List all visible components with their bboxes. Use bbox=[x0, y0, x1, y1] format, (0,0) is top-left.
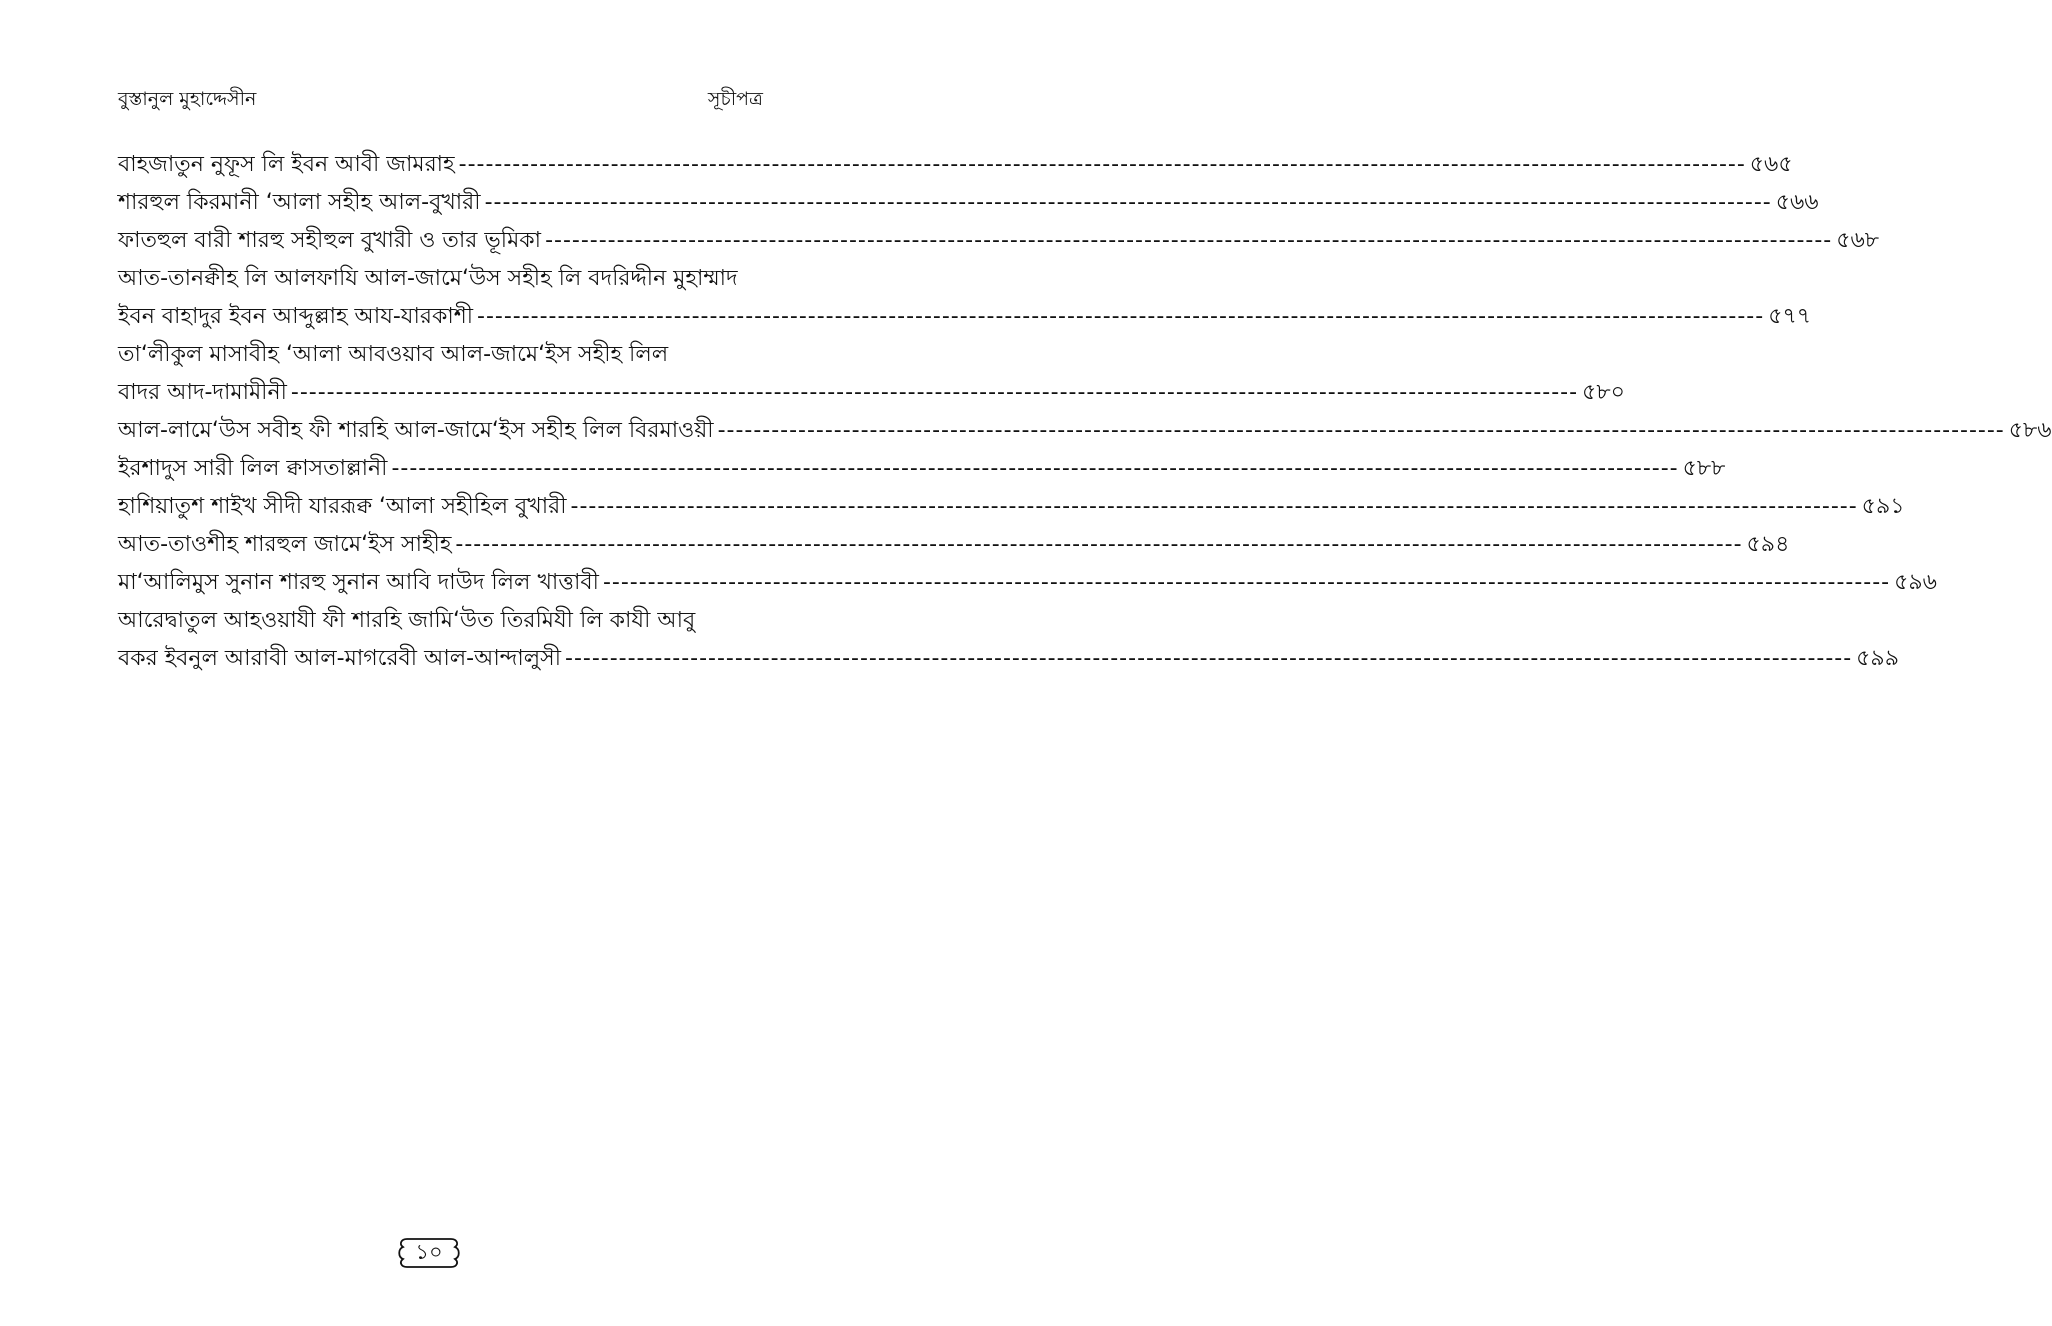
toc-entry-page: ৫৬৫ bbox=[1749, 152, 1793, 177]
toc-entry bbox=[118, 412, 2052, 450]
toc-entry-title: আত-তাওশীহ শারহুল জামে‘ইস সাহীহ bbox=[118, 532, 452, 557]
toc-entry bbox=[118, 374, 1625, 412]
toc-entry-first-line bbox=[118, 260, 766, 298]
book-title: বুস্তানুল মুহাদ্দেসীন bbox=[118, 88, 257, 110]
toc-entry-title: বাদর আদ-দামামীনী bbox=[118, 380, 287, 405]
toc-entry-page: ৫৯৪ bbox=[1746, 532, 1790, 557]
dot-leader bbox=[291, 374, 1578, 412]
toc-entry-first-line bbox=[118, 336, 766, 374]
toc-entry-page: ৫৯৯ bbox=[1856, 646, 1899, 671]
toc-entry-page: ৫৮০ bbox=[1582, 380, 1625, 405]
toc-entry-title: ইবন বাহাদুর ইবন আব্দুল্লাহ আয-যারকাশী bbox=[118, 304, 474, 329]
toc-entry bbox=[118, 184, 1819, 222]
toc-entry-title: আত-তানক্বীহ লি আলফাযি আল-জামে‘উস সহীহ লি বদরিদ্দীন মুহাম্মাদ bbox=[118, 266, 738, 291]
dot-leader bbox=[455, 526, 1742, 564]
dot-leader bbox=[571, 488, 1858, 526]
running-header bbox=[118, 86, 763, 116]
toc-entry bbox=[118, 450, 1726, 488]
toc-entry-page: ৫৭৭ bbox=[1768, 304, 1812, 329]
toc-entry bbox=[118, 640, 1899, 678]
toc-entry-title: মা‘আলিমুস সুনান শারহু সুনান আবি দাউদ লিল খাত্তাবী bbox=[118, 570, 599, 595]
dot-leader bbox=[565, 640, 1852, 678]
page-number-ornament bbox=[393, 1236, 465, 1270]
dot-leader bbox=[485, 184, 1772, 222]
toc-entry-page: ৫৬৮ bbox=[1836, 228, 1880, 253]
dot-leader bbox=[545, 222, 1832, 260]
toc-entry bbox=[118, 526, 1790, 564]
page-number: ১০ bbox=[415, 1239, 443, 1264]
toc-entry-title: ইরশাদুস সারী লিল ক্বাসতাল্লানী bbox=[118, 456, 388, 481]
toc-entry-page: ৫৮৮ bbox=[1682, 456, 1726, 481]
dot-leader bbox=[603, 564, 1890, 602]
toc-entry-page: ৫৬৬ bbox=[1775, 190, 1819, 215]
toc-entry-title: বকর ইবনুল আরাবী আল-মাগরেবী আল-আন্দালুসী bbox=[118, 646, 561, 671]
toc-entry-page: ৫৮৬ bbox=[2008, 418, 2052, 443]
section-title: সূচীপত্র bbox=[707, 88, 763, 110]
dot-leader bbox=[459, 146, 1746, 184]
toc-entry-title: হাশিয়াতুশ শাইখ সীদী যাররূক্ব ‘আলা সহীহিল বুখারী bbox=[118, 494, 567, 519]
toc-entry bbox=[118, 298, 1812, 336]
toc-entry-title: শারহুল কিরমানী ‘আলা সহীহ আল-বুখারী bbox=[118, 190, 481, 215]
toc-entry-title: আরেদ্বাতুল আহওয়াযী ফী শারহি জামি‘উত তিরমিযী লি কাযী আবু bbox=[118, 608, 696, 633]
table-of-contents bbox=[118, 146, 2052, 678]
toc-entry bbox=[118, 488, 1905, 526]
toc-entry-first-line bbox=[118, 602, 766, 640]
toc-entry bbox=[118, 222, 1880, 260]
toc-entry bbox=[118, 146, 1793, 184]
toc-entry-title: ফাতহুল বারী শারহু সহীহুল বুখারী ও তার ভূমিকা bbox=[118, 228, 542, 253]
toc-entry-title: আল-লামে‘উস সবীহ ফী শারহি আল-জামে‘ইস সহীহ লিল বিরমাওয়ী bbox=[118, 418, 714, 443]
dot-leader bbox=[718, 412, 2005, 450]
dot-leader bbox=[391, 450, 1678, 488]
dot-leader bbox=[477, 298, 1764, 336]
toc-entry-title: তা‘লীকুল মাসাবীহ ‘আলা আবওয়াব আল-জামে‘ইস সহীহ লিল bbox=[118, 342, 669, 367]
toc-entry bbox=[118, 564, 1937, 602]
toc-entry-page: ৫৯১ bbox=[1861, 494, 1905, 519]
toc-entry-title: বাহজাতুন নুফূস লি ইবন আবী জামরাহ bbox=[118, 152, 455, 177]
toc-entry-page: ৫৯৬ bbox=[1894, 570, 1937, 595]
page-footer bbox=[0, 1236, 858, 1270]
